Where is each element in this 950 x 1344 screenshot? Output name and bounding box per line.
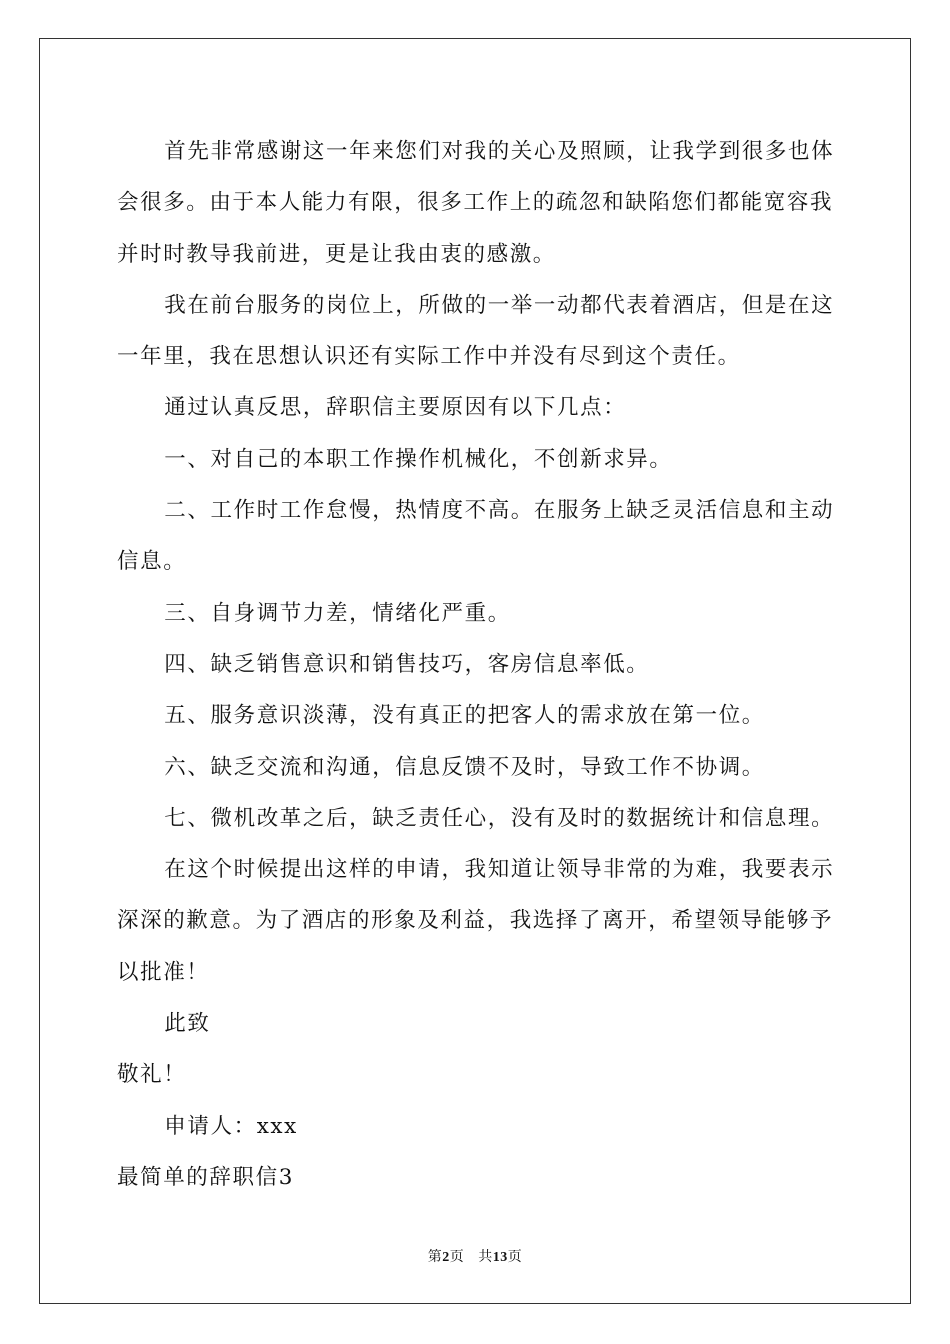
paragraph: 通过认真反思，辞职信主要原因有以下几点：: [164, 395, 627, 421]
list-item: 一、对自己的本职工作操作机械化，不创新求异。: [164, 446, 673, 472]
page-prefix: 第: [427, 1249, 443, 1265]
closing-salutation: 此致: [164, 1011, 211, 1037]
page-footer: [0, 1246, 950, 1266]
total-prefix: 共: [478, 1249, 493, 1265]
paragraph: 我在前台服务的岗位上，所做的一举一动都代表着酒店，但是在这一年里，我在思想认识还有实际工作中并没有尽到这个责任。: [117, 292, 835, 370]
list-item: 二、工作时工作怠慢，热情度不高。在服务上缺乏灵活信息和主动信息。: [117, 498, 835, 575]
list-item: 六、缺乏交流和沟通，信息反馈不及时，导致工作不协调。: [164, 754, 765, 780]
list-item: 三、自身调节力差，情绪化严重。: [164, 600, 511, 626]
list-item: 四、缺乏销售意识和销售技巧，客房信息率低。: [164, 651, 650, 677]
applicant-signature: 申请人：xxx: [164, 1113, 298, 1139]
page-number: 2: [442, 1250, 450, 1265]
closing-regards: 敬礼！: [117, 1062, 187, 1088]
list-item: 七、微机改革之后，缺乏责任心，没有及时的数据统计和信息理。: [164, 805, 835, 831]
list-item: 五、服务意识淡薄，没有真正的把客人的需求放在第一位。: [164, 703, 765, 729]
next-section-heading: 最简单的辞职信3: [117, 1164, 294, 1190]
paragraph: 在这个时候提出这样的申请，我知道让领导非常的为难，我要表示深深的歉意。为了酒店的形象及利益，我选择了离开，希望领导能够予以批准！: [117, 857, 835, 985]
total-suffix: 页: [507, 1249, 523, 1265]
page-suffix: 页: [449, 1249, 465, 1265]
total-pages: 13: [492, 1250, 508, 1265]
document-body: [117, 126, 837, 1203]
paragraph: 首先非常感谢这一年来您们对我的关心及照顾，让我学到很多也体会很多。由于本人能力有限，很多工作上的疏忽和缺陷您们都能宽容我并时时教导我前进，更是让我由衷的感激。: [117, 139, 835, 267]
